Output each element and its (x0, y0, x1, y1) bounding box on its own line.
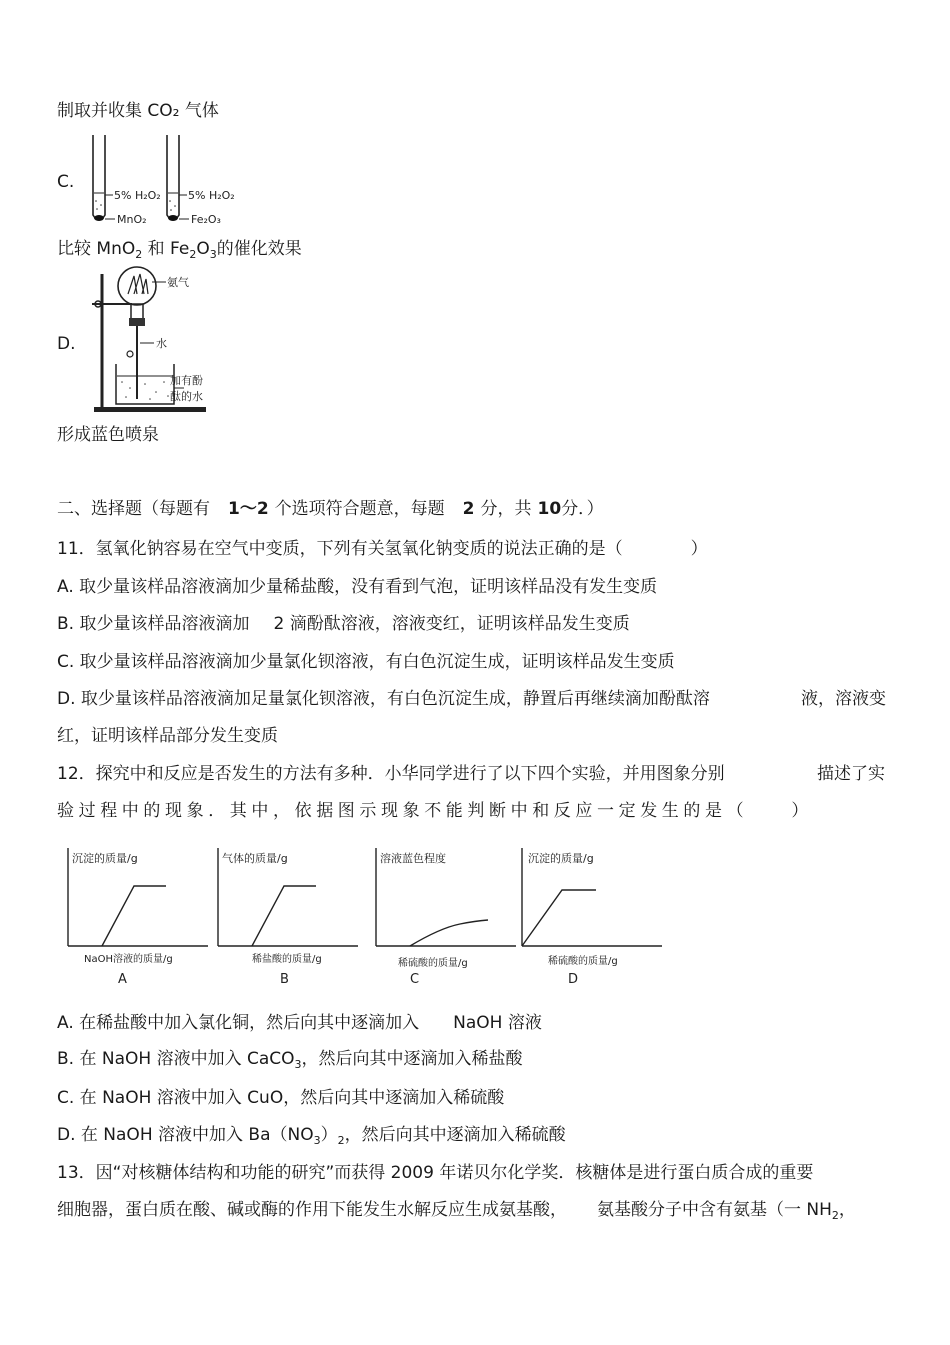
tube2-solid-label: Fe₂O₃ (191, 213, 221, 226)
graph-b-ylabel: 气体的质量/g (222, 852, 288, 865)
beaker-label-line1: 加有酚 (170, 374, 203, 387)
graph-d-ylabel: 沉淀的质量/g (528, 852, 594, 865)
ammonia-label: 氨气 (167, 276, 189, 289)
q11-option-b-part1: B. 取少量该样品溶液滴加 (57, 614, 250, 634)
graph-b-letter: B (280, 972, 289, 987)
item-c-caption (57, 238, 302, 266)
q11-option-d-part1: D. 取少量该样品溶液滴加足量氯化钡溶液，有白色沉淀生成，静置后再继续滴加酚酞溶 (57, 689, 710, 709)
tube1-liquid-label: 5% H₂O₂ (114, 189, 161, 202)
heading-part-e: 分，共 (480, 499, 532, 519)
graph-d-letter: D (568, 972, 579, 987)
q11-option-a: A. 取少量该样品溶液滴加少量稀盐酸，没有看到气泡，证明该样品没有发生变质 (57, 577, 658, 597)
q13-line1: 13．因“对核糖体结构和功能的研究”而获得 2009 年诺贝尔化学奖．核糖体是进行蛋白质合成的重要 (57, 1163, 814, 1183)
tube2-liquid-label: 5% H₂O₂ (188, 189, 235, 202)
q11-option-d-part2: 液，溶液变 (801, 689, 886, 709)
q11-option-b (57, 613, 630, 635)
graph-c-letter: C (410, 972, 420, 987)
q12-option-b (57, 1048, 523, 1076)
q12-option-b-part1: B. 在 NaOH 溶液中加入 CaCO (57, 1049, 295, 1069)
water-label: 水 (156, 337, 167, 350)
q13-line2-part3: ， (838, 1200, 856, 1220)
item-c-caption-mid2: O (196, 239, 210, 259)
beaker-label-line2: 酞的水 (170, 390, 203, 403)
q13-line2-part2: 氨基酸分子中含有氨基（一 NH (597, 1200, 832, 1220)
q12-stem-line1: 12．探究中和反应是否发生的方法有多种．小华同学进行了以下四个实验，并用图象分别 (57, 764, 725, 784)
q11-option-d-line2: 红，证明该样品部分发生变质 (57, 726, 278, 746)
q13-line2 (57, 1199, 856, 1227)
heading-part-a: 二、选择题（每题有 (57, 499, 210, 519)
tube1-solid-label: MnO₂ (117, 213, 147, 226)
fountain-apparatus-figure (90, 264, 220, 414)
graph-a-ylabel: 沉淀的质量/g (72, 852, 138, 865)
item-c-caption-prefix: 比较 MnO (57, 239, 136, 259)
graph-b (212, 840, 362, 990)
heading-part-b: 1～2 (228, 499, 269, 519)
item-c-caption-suffix: 的催化效果 (216, 239, 302, 259)
q11-option-b-part2: 2 滴酚酞溶液，溶液变红，证明该样品发生变质 (273, 614, 630, 634)
q12-option-c: C. 在 NaOH 溶液中加入 CuO，然后向其中逐滴加入稀硫酸 (57, 1088, 505, 1108)
section-heading (57, 498, 604, 520)
q11-stem: 11．氢氧化钠容易在空气中变质，下列有关氢氧化钠变质的说法正确的是（ ） (57, 539, 708, 559)
q11-option-c: C. 取少量该样品溶液滴加少量氯化钡溶液，有白色沉淀生成，证明该样品发生变质 (57, 652, 675, 672)
heading-part-f: 10 (537, 499, 562, 519)
q12-option-d (57, 1124, 566, 1152)
q12-stem-line1-end: 描述了实 (817, 764, 885, 784)
q12-option-d-part3: ，然后向其中逐滴加入稀硫酸 (344, 1125, 566, 1145)
q12-option-a-part1: A. 在稀盐酸中加入氯化铜，然后向其中逐滴加入 (57, 1013, 420, 1033)
graph-c-xlabel: 稀硫酸的质量/g (398, 958, 468, 969)
item-d-label: D. (57, 334, 76, 354)
graph-a (62, 840, 212, 990)
item-b-caption: 制取并收集 CO₂ 气体 (57, 101, 219, 121)
heading-part-c: 个选项符合题意，每题 (274, 499, 445, 519)
graph-d-xlabel: 稀硫酸的质量/g (548, 956, 618, 967)
graph-b-xlabel: 稀盐酸的质量/g (252, 954, 322, 965)
subscript-2d: 2 (831, 1209, 839, 1222)
subscript-2c: 2 (337, 1134, 345, 1147)
heading-part-g: 分．） (561, 499, 604, 519)
q12-option-a (57, 1012, 542, 1034)
graph-a-xlabel: NaOH溶液的质量/g (84, 954, 173, 965)
graph-a-letter: A (118, 972, 127, 987)
subscript-3: 3 (209, 248, 217, 261)
q13-line2-part1: 细胞器，蛋白质在酸、碱或酶的作用下能发生水解反应生成氨基酸， (57, 1200, 567, 1220)
heading-part-d: 2 (462, 499, 475, 519)
item-c-caption-mid: 和 Fe (142, 239, 190, 259)
subscript-2: 2 (135, 248, 143, 261)
catalyst-comparison-figure (85, 133, 245, 228)
q11-option-d-line1 (57, 688, 710, 710)
q12-stem-line2: 验过程中的现象．其中，依据图示现象不能判断中和反应一定发生的是（ ） (57, 801, 813, 821)
subscript-3c: 3 (313, 1134, 321, 1147)
q12-option-a-part2: NaOH 溶液 (453, 1013, 542, 1033)
q12-option-d-part2: ） (320, 1125, 338, 1145)
graph-d (516, 840, 666, 990)
q12-option-d-part1: D. 在 NaOH 溶液中加入 Ba（NO (57, 1125, 314, 1145)
subscript-3b: 3 (294, 1058, 302, 1071)
graph-c (370, 840, 520, 990)
subscript-2b: 2 (189, 248, 197, 261)
q12-option-b-part2: ，然后向其中逐滴加入稀盐酸 (301, 1049, 523, 1069)
item-d-caption: 形成蓝色喷泉 (57, 425, 159, 445)
graph-c-ylabel: 溶液蓝色程度 (380, 852, 446, 865)
item-c-label: C. (57, 172, 75, 192)
